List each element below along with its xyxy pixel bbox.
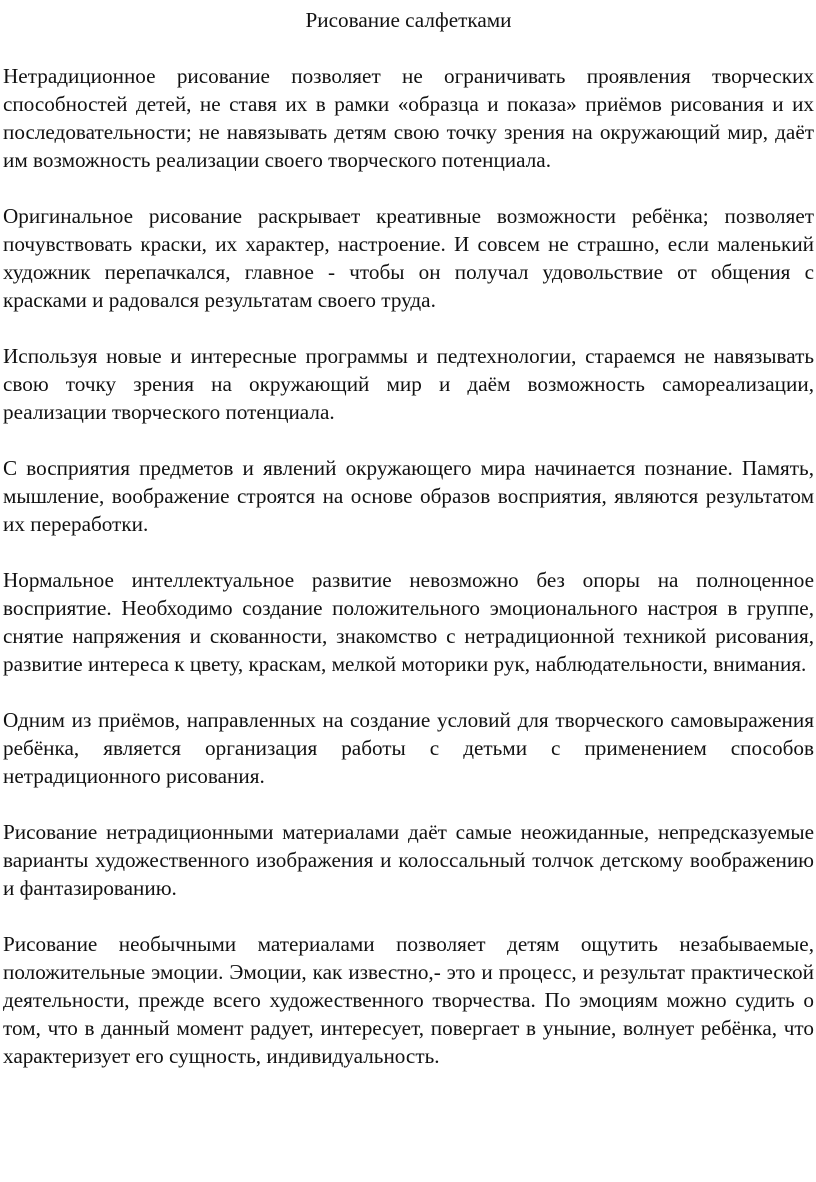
paragraph-7: Рисование нетрадиционными материалами даёт самые неожиданные, непредсказуемые варианты художественного изображения и колоссальный толчок детскому воображению и фантазированию.	[3, 820, 814, 900]
paragraph-4: С восприятия предметов и явлений окружающего мира начинается познание. Память, мышление, воображение строятся на основе образов восприятия, являются результатом их переработки.	[3, 456, 814, 536]
paragraph-5: Нормальное интеллектуальное развитие невозможно без опоры на полноценное восприятие. Необходимо создание положительного эмоционального настроя в группе, снятие напряжения и скованности, знакомство с нетрадиционной техникой рисования, развитие интереса к цвету, краскам, мелкой моторики рук, наблюдательности, внимания.	[3, 568, 814, 676]
paragraph-1: Нетрадиционное рисование позволяет не ограничивать проявления творческих способностей детей, не ставя их в рамки «образца и показа» приёмов рисования и их последовательности; не навязывать детям свою точку зрения на окружающий мир, даёт им возможность реализации своего творческого потенциала.	[3, 64, 814, 172]
paragraph-2: Оригинальное рисование раскрывает креативные возможности ребёнка; позволяет почувствовать краски, их характер, настроение. И совсем не страшно, если маленький художник перепачкался, главное - чтобы он получал удовольствие от общения с красками и радовался результатам своего труда.	[3, 204, 814, 312]
paragraph-3: Используя новые и интересные программы и педтехнологии, стараемся не навязывать свою точку зрения на окружающий мир и даём возможность самореализации, реализации творческого потенциала.	[3, 344, 814, 424]
paragraph-8: Рисование необычными материалами позволяет детям ощутить незабываемые, положительные эмоции. Эмоции, как известно,- это и процесс, и результат практической деятельности, прежде всего художественного творчества. По эмоциям можно судить о том, что в данный момент радует, интересует, повергает в уныние, волнует ребёнка, что характеризует его сущность, индивидуальность.	[3, 932, 814, 1068]
document-title: Рисование салфетками	[305, 8, 512, 32]
paragraph-6: Одним из приёмов, направленных на создание условий для творческого самовыражения ребёнка, является организация работы с детьми с применением способов нетрадиционного рисования.	[3, 708, 814, 788]
